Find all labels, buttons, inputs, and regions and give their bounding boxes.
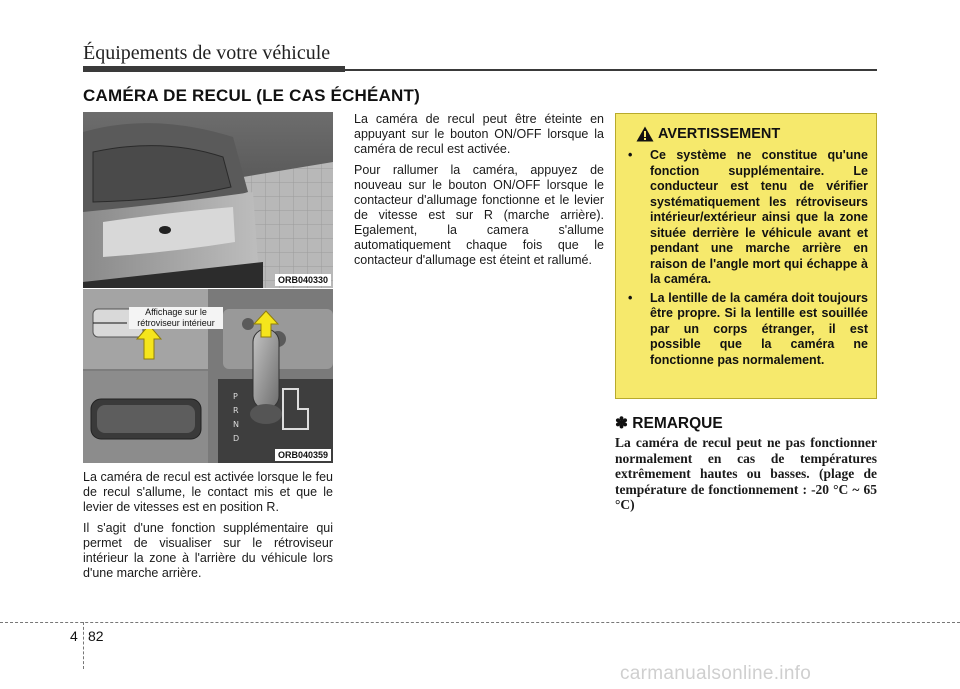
svg-text:P: P [233, 392, 238, 401]
svg-text:N: N [233, 420, 239, 429]
left-paragraph-1: La caméra de recul est activée lorsque le feu de recul s'allume, le contact mis et que le levier de vitesses est en position R. [83, 470, 333, 514]
left-column-text [83, 470, 333, 587]
rear-camera-photo [83, 112, 333, 288]
remark-text: La caméra de recul peut ne pas fonctionner normalement en cas de températures extrêmement hautes ou basses. (plage de température de fonctionnement : -20 °C ~ 65 °C) [615, 435, 877, 512]
left-paragraph-2: Il s'agit d'une fonction supplémentaire qui permet de visualiser sur le rétroviseur intérieur la zone à l'arrière du véhicule lors d'une marche arrière. [83, 521, 333, 580]
middle-paragraph-1: La caméra de recul peut être éteinte en appuyant sur le bouton ON/OFF lorsque la caméra de recul est activée. [354, 112, 604, 156]
mirror-display-label: Affichage sur le rétroviseur intérieur [129, 307, 223, 329]
warning-item: • Ce système ne constitue qu'une fonction supplémentaire. Le conducteur est tenu de vérifier systématiquement les rétroviseurs intérieur/extérieur ainsi que la zone située derrière le véhicule avant et pendant une marche arrière en raison de l'angle mort qui échappe à la caméra. [626, 148, 868, 288]
mirror-and-shifter-photo [83, 289, 333, 463]
section-title: CAMÉRA DE RECUL (LE CAS ÉCHÉANT) [83, 86, 420, 105]
figure-code-bottom: ORB040359 [275, 449, 331, 461]
footer-rule [0, 622, 960, 623]
warning-box [615, 113, 877, 399]
warning-triangle-icon [636, 126, 654, 142]
chapter-number: 4 [70, 628, 78, 644]
svg-text:R: R [233, 406, 239, 415]
warning-title: AVERTISSEMENT [658, 126, 781, 142]
svg-text:D: D [233, 434, 240, 443]
header-title: Équipements de votre véhicule [83, 42, 331, 64]
footer-divider [83, 622, 84, 669]
middle-paragraph-2: Pour rallumer la caméra, appuyez de nouveau sur le bouton ON/OFF lorsque le contacteur d'allumage fonctionne et le levier de vitesse est sur R (marche arrière). Egalement, la camera s'allume automatiquement chaque fois que le contacteur d'allumage est éteint et rallumé. [354, 163, 604, 267]
warning-list [626, 148, 868, 371]
page-number: 82 [88, 628, 104, 644]
remark-title: ✽ REMARQUE [615, 415, 723, 432]
middle-column-text [354, 112, 604, 274]
header-rule-thin [345, 69, 877, 71]
watermark: carmanualsonline.info [620, 663, 812, 684]
warning-item: • La lentille de la caméra doit toujours être propre. Si la lentille est souillée par un corps étranger, il est possible que la caméra ne fonctionne pas normalement. [626, 291, 868, 369]
header-rule-thick [83, 66, 345, 72]
figure-code-top: ORB040330 [275, 274, 331, 286]
